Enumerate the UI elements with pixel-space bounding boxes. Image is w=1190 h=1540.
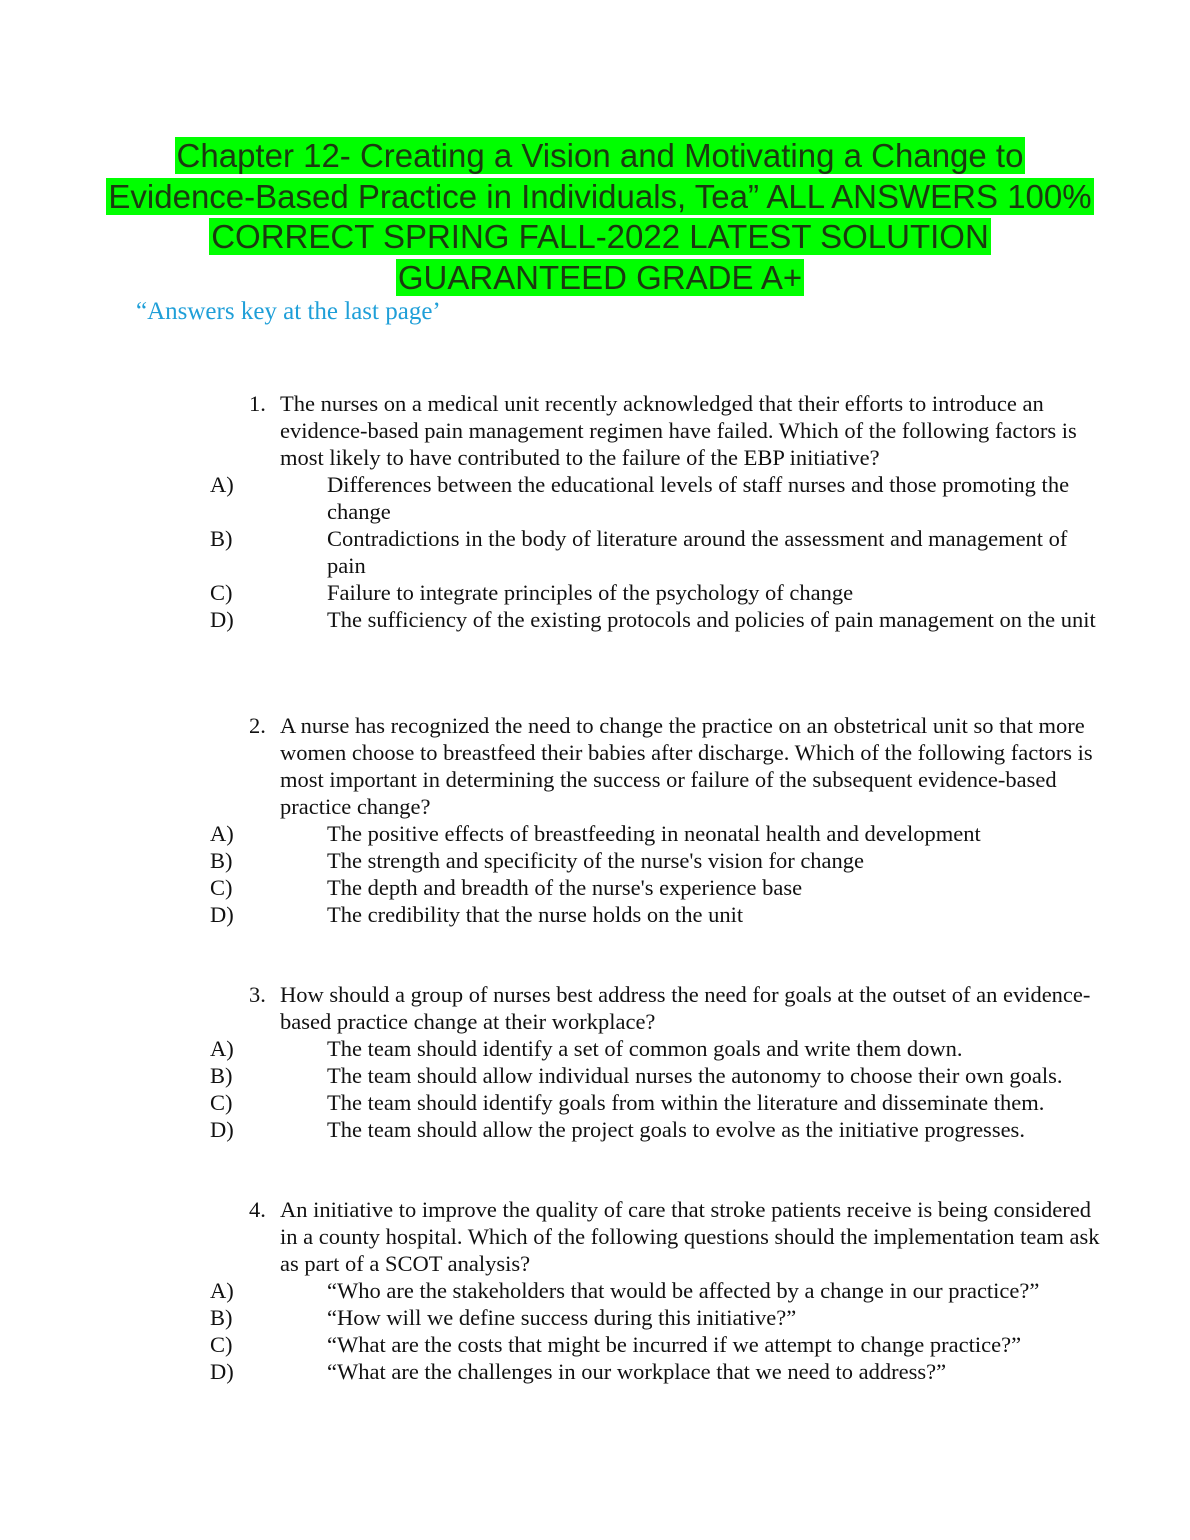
option-b [0,1062,1190,1089]
option-text: “What are the challenges in our workplace that we need to address?” [327,1359,947,1384]
option-c [0,579,1190,606]
document-title [100,136,1100,298]
option-letter: D) [210,607,234,632]
question-stem [249,712,1110,820]
question-stem [249,390,1110,471]
option-letter: A) [210,821,234,846]
option-text: The team should allow the project goals to evolve as the initiative progresses. [327,1117,1025,1142]
option-a [0,820,1190,847]
question-stem [249,1196,1110,1277]
question-text: How should a group of nurses best address the need for goals at the outset of an evidence-based practice change at their workplace? [280,982,1091,1034]
option-text: The team should allow individual nurses the autonomy to choose their own goals. [327,1063,1063,1088]
option-a [0,471,1190,525]
option-d [0,1358,1190,1385]
question-text: An initiative to improve the quality of care that stroke patients receive is being considered in a county hospital. Which of the following questions should the implementation team ask as part of a SCOT analysis? [280,1197,1100,1276]
question-3 [0,981,1190,1143]
option-b [0,1304,1190,1331]
option-b [0,525,1190,579]
option-text: The team should identify a set of common goals and write them down. [327,1036,963,1061]
question-text: The nurses on a medical unit recently acknowledged that their efforts to introduce an evidence-based pain management regimen have failed. Which of the following factors is most likely to have contributed to the failure of the EBP initiative? [280,391,1077,470]
option-c [0,1331,1190,1358]
question-2 [0,712,1190,928]
answers-key-note: “Answers key at the last page’ [136,298,441,325]
option-letter: B) [210,848,233,873]
option-text: Differences between the educational levels of staff nurses and those promoting the change [327,472,1070,524]
option-letter: A) [210,472,234,497]
option-letter: C) [210,580,233,605]
option-a [0,1277,1190,1304]
option-letter: A) [210,1278,234,1303]
option-letter: B) [210,1063,233,1088]
option-letter: D) [210,1359,234,1384]
option-text: The depth and breadth of the nurse's experience base [327,875,803,900]
option-text: The sufficiency of the existing protocols and policies of pain management on the unit [327,607,1096,632]
question-number: 4. [249,1197,266,1222]
option-text: Contradictions in the body of literature around the assessment and management of pain [327,526,1068,578]
option-letter: B) [210,1305,233,1330]
question-number: 2. [249,713,266,738]
option-letter: C) [210,1090,233,1115]
document-title-text: Chapter 12- Creating a Vision and Motivating a Change to Evidence-Based Practice in Individuals, Tea” ALL ANSWERS 100% CORRECT SPRING FALL-2022 LATEST SOLUTION GUARANTEED GRADE A+ [108,137,1092,296]
option-c [0,874,1190,901]
question-number: 1. [249,391,266,416]
option-letter: B) [210,526,233,551]
option-letter: D) [210,902,234,927]
option-text: The strength and specificity of the nurse's vision for change [327,848,865,873]
question-stem [249,981,1110,1035]
question-number: 3. [249,982,266,1007]
option-text: “How will we define success during this initiative?” [327,1305,797,1330]
question-1 [0,390,1190,633]
question-text: A nurse has recognized the need to change the practice on an obstetrical unit so that more women choose to breastfeed their babies after discharge. Which of the following factors is most important in determining the success or failure of the subsequent evidence-based practice change? [280,713,1093,819]
option-d [0,606,1190,633]
option-letter: A) [210,1036,234,1061]
option-text: The team should identify goals from within the literature and disseminate them. [327,1090,1045,1115]
option-letter: D) [210,1117,234,1142]
option-d [0,901,1190,928]
option-b [0,847,1190,874]
option-d [0,1116,1190,1143]
option-text: “Who are the stakeholders that would be affected by a change in our practice?” [327,1278,1040,1303]
option-text: The positive effects of breastfeeding in neonatal health and development [327,821,981,846]
option-text: The credibility that the nurse holds on the unit [327,902,744,927]
option-c [0,1089,1190,1116]
option-text: Failure to integrate principles of the psychology of change [327,580,854,605]
option-a [0,1035,1190,1062]
option-letter: C) [210,1332,233,1357]
question-4 [0,1196,1190,1385]
option-text: “What are the costs that might be incurred if we attempt to change practice?” [327,1332,1022,1357]
option-letter: C) [210,875,233,900]
